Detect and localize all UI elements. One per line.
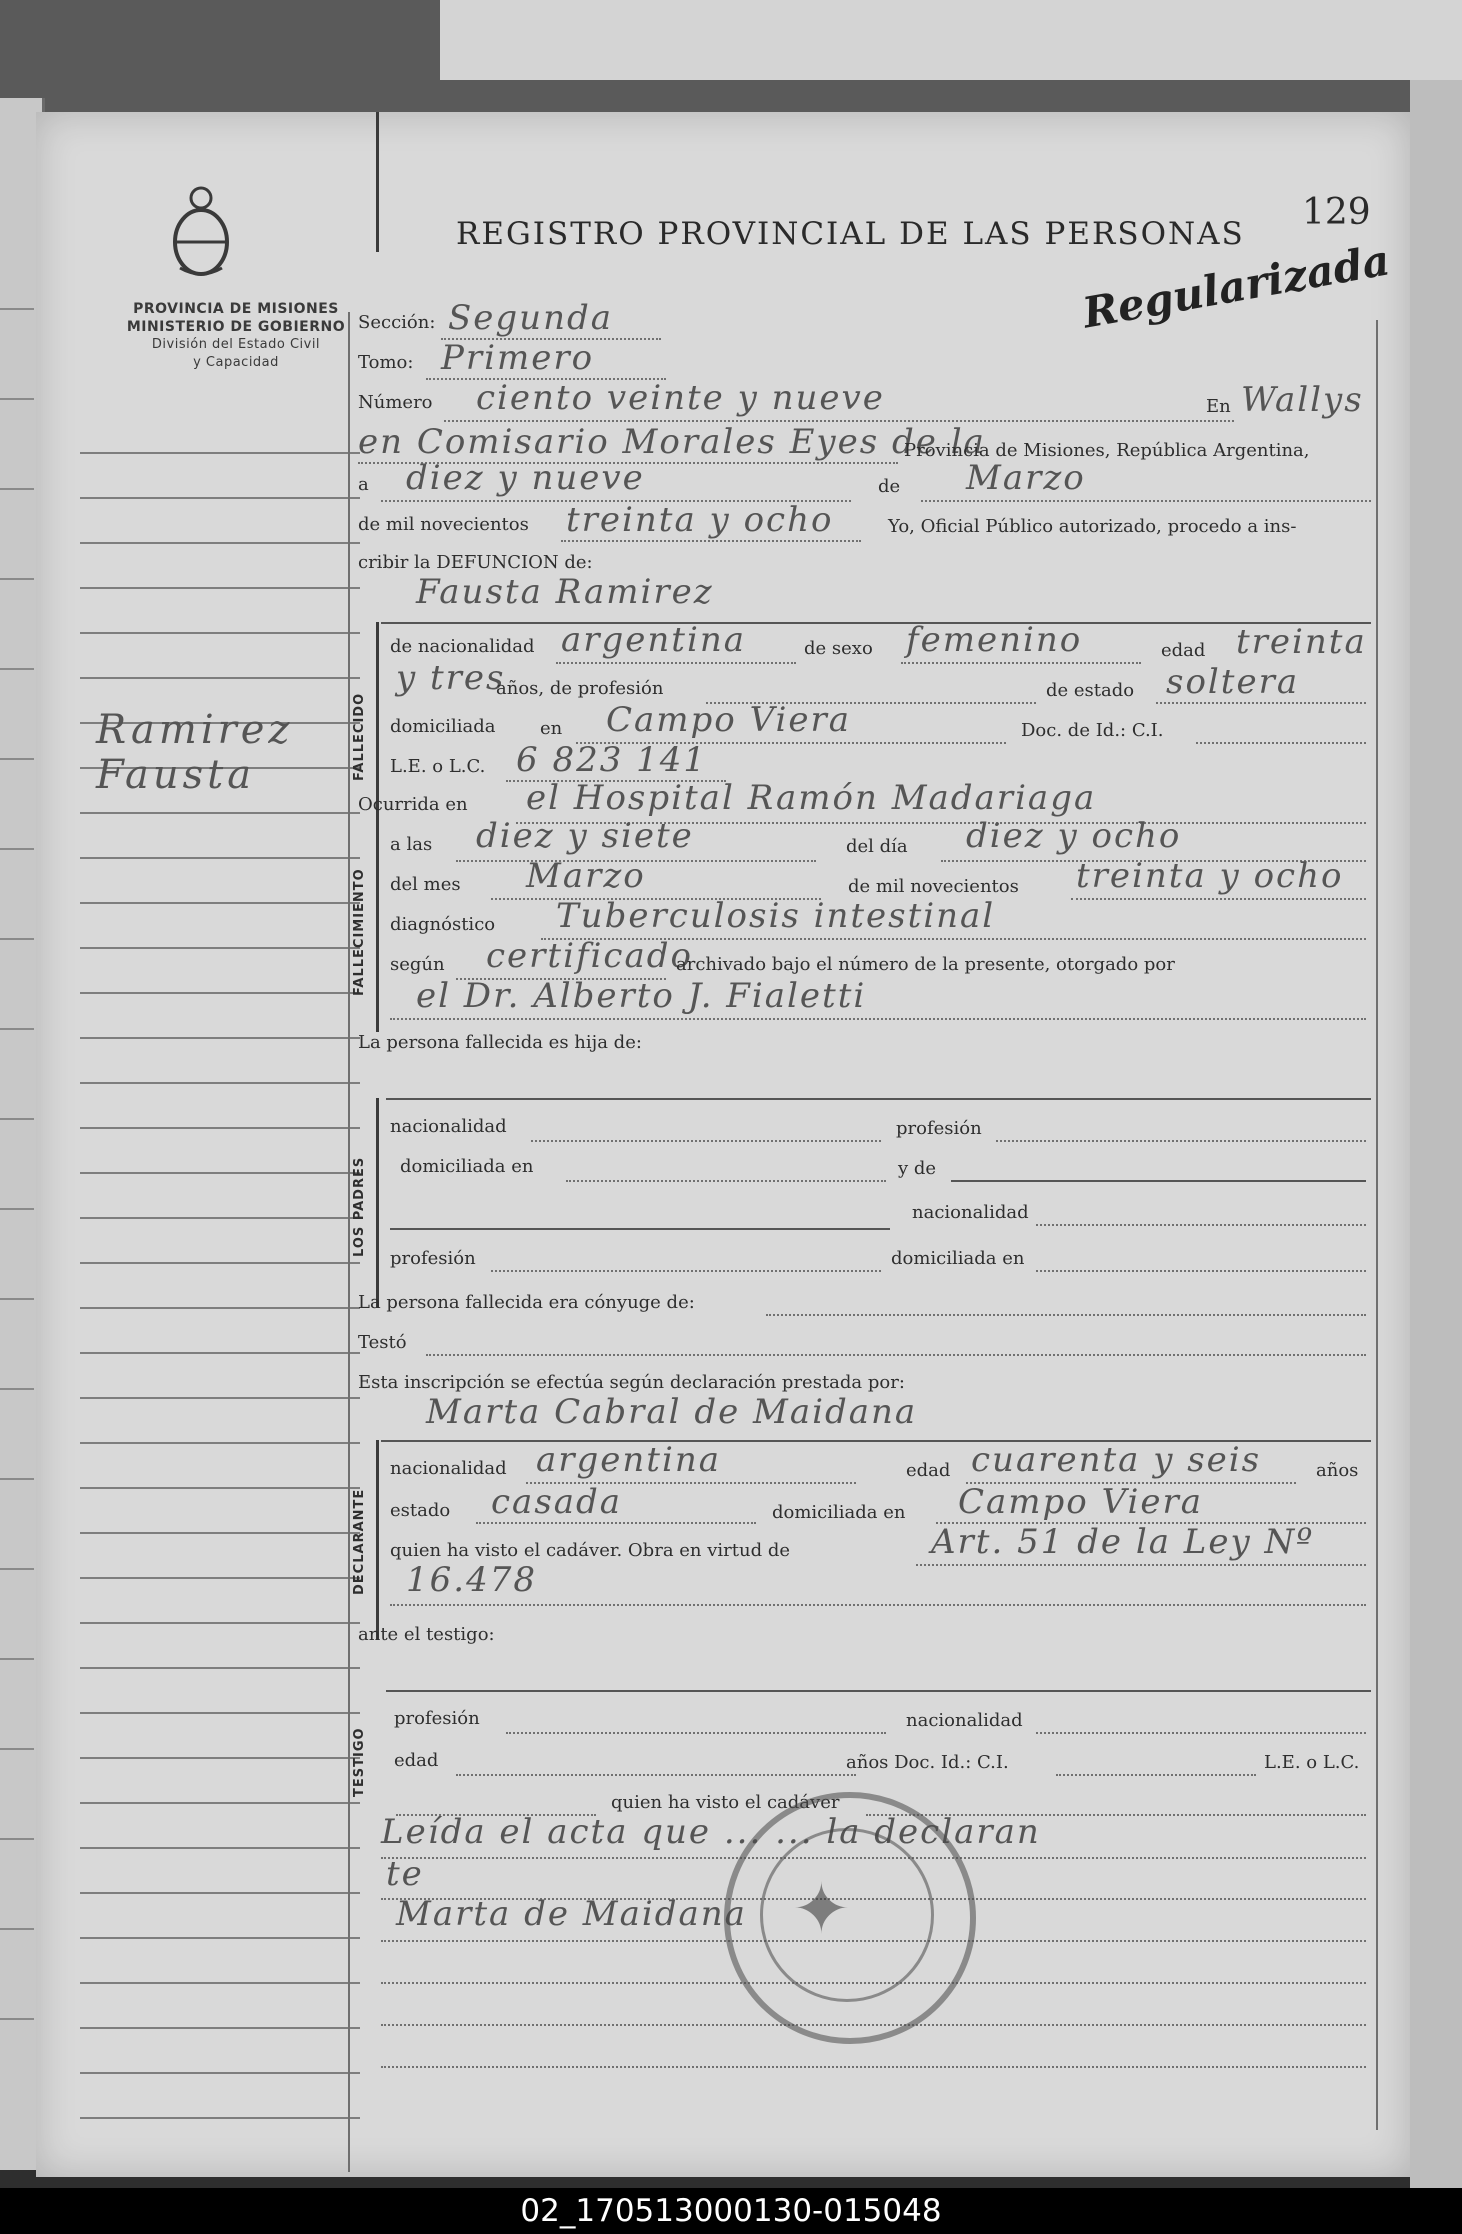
declaracion-label: Esta inscripción se efectúa según declaración prestada por: [358,1372,905,1393]
anios-profesion-label: años, de profesión [496,678,664,699]
a-las-label: a las [390,834,433,855]
del-mes-value: Marzo [526,856,646,896]
tomo-value: Primero [441,338,595,378]
org-line-3: División del Estado Civil [151,337,321,352]
segun-value: certificado [486,936,693,976]
decl-domicilio-value: Campo Viera [958,1482,1204,1522]
padres-domiciliada2: domiciliada en [891,1248,1025,1269]
folio-number: 129 [1302,192,1371,233]
seccion-value: Segunda [448,298,614,338]
decl-virtud-value: Art. 51 de la Ley Nº [931,1522,1315,1562]
mil-nov-value: treinta y ocho [1076,856,1344,896]
doc-label: Doc. de Id.: C.I. [1021,720,1164,741]
org-line-1: PROVINCIA DE MISIONES [133,301,339,317]
decl-visto-label: quien ha visto el cadáver. Obra en virtud de [390,1540,791,1561]
nacionalidad-label: de nacionalidad [390,636,535,657]
mil-nov-label: de mil novecientos [848,876,1019,897]
padres-profesion: profesión [896,1118,982,1139]
test-visto: quien ha visto el cadáver [611,1792,840,1813]
decl-ley-value: 16.478 [406,1560,537,1600]
edad-value: treinta [1236,622,1367,662]
anio-value: treinta y ocho [566,500,834,540]
domicilio-value: Campo Viera [606,700,852,740]
margin-divider [348,312,350,2172]
decl-estado-value: casada [491,1482,623,1522]
edad-label: edad [1161,640,1206,661]
a-las-value: diez y siete [476,816,694,856]
oficial-text: Yo, Oficial Público autorizado, procedo a ins- [888,516,1297,537]
nacionalidad-value: argentina [561,620,747,660]
tag-declarante: DECLARANTE [352,1488,367,1596]
decl-nacionalidad-label: nacionalidad [390,1458,507,1479]
coat-of-arms-icon [166,184,236,280]
tomo-label: Tomo: [358,352,414,373]
de-value: Marzo [966,458,1086,498]
en-label: En [1206,396,1231,417]
estado-label: de estado [1046,680,1135,701]
segun-label: según [390,954,445,975]
a-value: diez y nueve [406,458,645,498]
right-border [1376,320,1378,2130]
testo-label: Testó [358,1332,407,1353]
le-label: L.E. o L.C. [390,756,486,777]
padres-domiciliada: domiciliada en [400,1156,534,1177]
medico-value: el Dr. Alberto J. Fialetti [416,976,867,1016]
padres-profesion2: profesión [390,1248,476,1269]
domiciliada-label: domiciliada [390,716,496,737]
firma-value: Marta de Maidana [396,1894,747,1934]
register-page [36,112,1410,2177]
a-label: a [358,474,369,495]
estado-value: soltera [1166,662,1300,702]
fallecido-nombre: Fausta Ramirez [416,572,714,612]
background-top-light [440,0,1462,80]
sexo-value: femenino [906,620,1083,660]
margin-surname: Ramirez [96,707,294,753]
padres-nacionalidad: nacionalidad [390,1116,507,1137]
leida-value: Leída el acta que ... ... la declaran [381,1812,1041,1852]
ante-label: ante el testigo: [358,1624,495,1645]
issuing-authority [86,300,386,372]
archivado-text: archivado bajo el número de la presente, otorgado por [676,954,1175,975]
tag-fallecido: FALLECIDO [352,692,367,782]
test-anios: años Doc. Id.: C.I. [846,1752,1009,1773]
tag-fallecimiento: FALLECIMIENTO [352,868,367,996]
conyuge-label: La persona fallecida era cónyuge de: [358,1292,695,1313]
de-label: de [878,476,901,497]
org-line-2: MINISTERIO DE GOBIERNO [126,319,346,335]
padres-y-de: y de [898,1158,937,1179]
inscribir-text: cribir la DEFUNCION de: [358,552,593,573]
decl-anios: años [1316,1460,1359,1481]
org-line-4: y Capacidad [193,355,279,370]
tag-padres: LOS PADRES [352,1156,367,1258]
del-dia-value: diez y ocho [966,816,1182,856]
test-profesion: profesión [394,1708,480,1729]
lugar-value: en Comisario Morales Eyes de la [358,422,986,462]
le-line: te [386,1854,424,1894]
padres-nacionalidad2: nacionalidad [912,1202,1029,1223]
document-title: REGISTRO PROVINCIAL DE LAS PERSONAS [456,216,1245,252]
en2-label: en [540,718,563,739]
en-value: Wallys [1241,380,1364,420]
decl-edad-value: cuarenta y seis [971,1440,1262,1480]
margin-given-name: Fausta [96,752,256,798]
diagnostico-value: Tuberculosis intestinal [556,896,996,936]
le-value: 6 823 141 [516,740,708,780]
decl-domiciliada-label: domiciliada en [772,1502,906,1523]
edad-cont: y tres [396,658,506,698]
declarante-nombre: Marta Cabral de Maidana [426,1392,918,1432]
anio-label: de mil novecientos [358,514,529,535]
numero-value: ciento veinte y nueve [476,378,885,418]
del-mes-label: del mes [390,874,461,895]
decl-edad-label: edad [906,1460,951,1481]
ocurrida-value: el Hospital Ramón Madariaga [526,778,1097,818]
official-seal: ✦ [724,1792,976,2044]
handwritten-annotation: Regularizada [1079,235,1394,338]
test-nacionalidad: nacionalidad [906,1710,1023,1731]
test-edad: edad [394,1750,439,1771]
provincia-text: Provincia de Misiones, República Argentina, [904,440,1310,461]
decl-nacionalidad-value: argentina [536,1440,722,1480]
decl-estado-label: estado [390,1500,451,1521]
diagnostico-label: diagnóstico [390,914,496,935]
ocurrida-label: Ocurrida en [358,794,468,815]
numero-label: Número [358,392,433,413]
seccion-label: Sección: [358,312,436,333]
tag-testigo: TESTIGO [352,1727,367,1797]
image-caption: 02_170513000130-015048 [0,2188,1462,2234]
background-right [1410,80,1462,2190]
test-le: L.E. o L.C. [1264,1752,1360,1773]
sexo-label: de sexo [804,638,873,659]
del-dia-label: del día [846,836,908,857]
hija-label: La persona fallecida es hija de: [358,1032,642,1053]
